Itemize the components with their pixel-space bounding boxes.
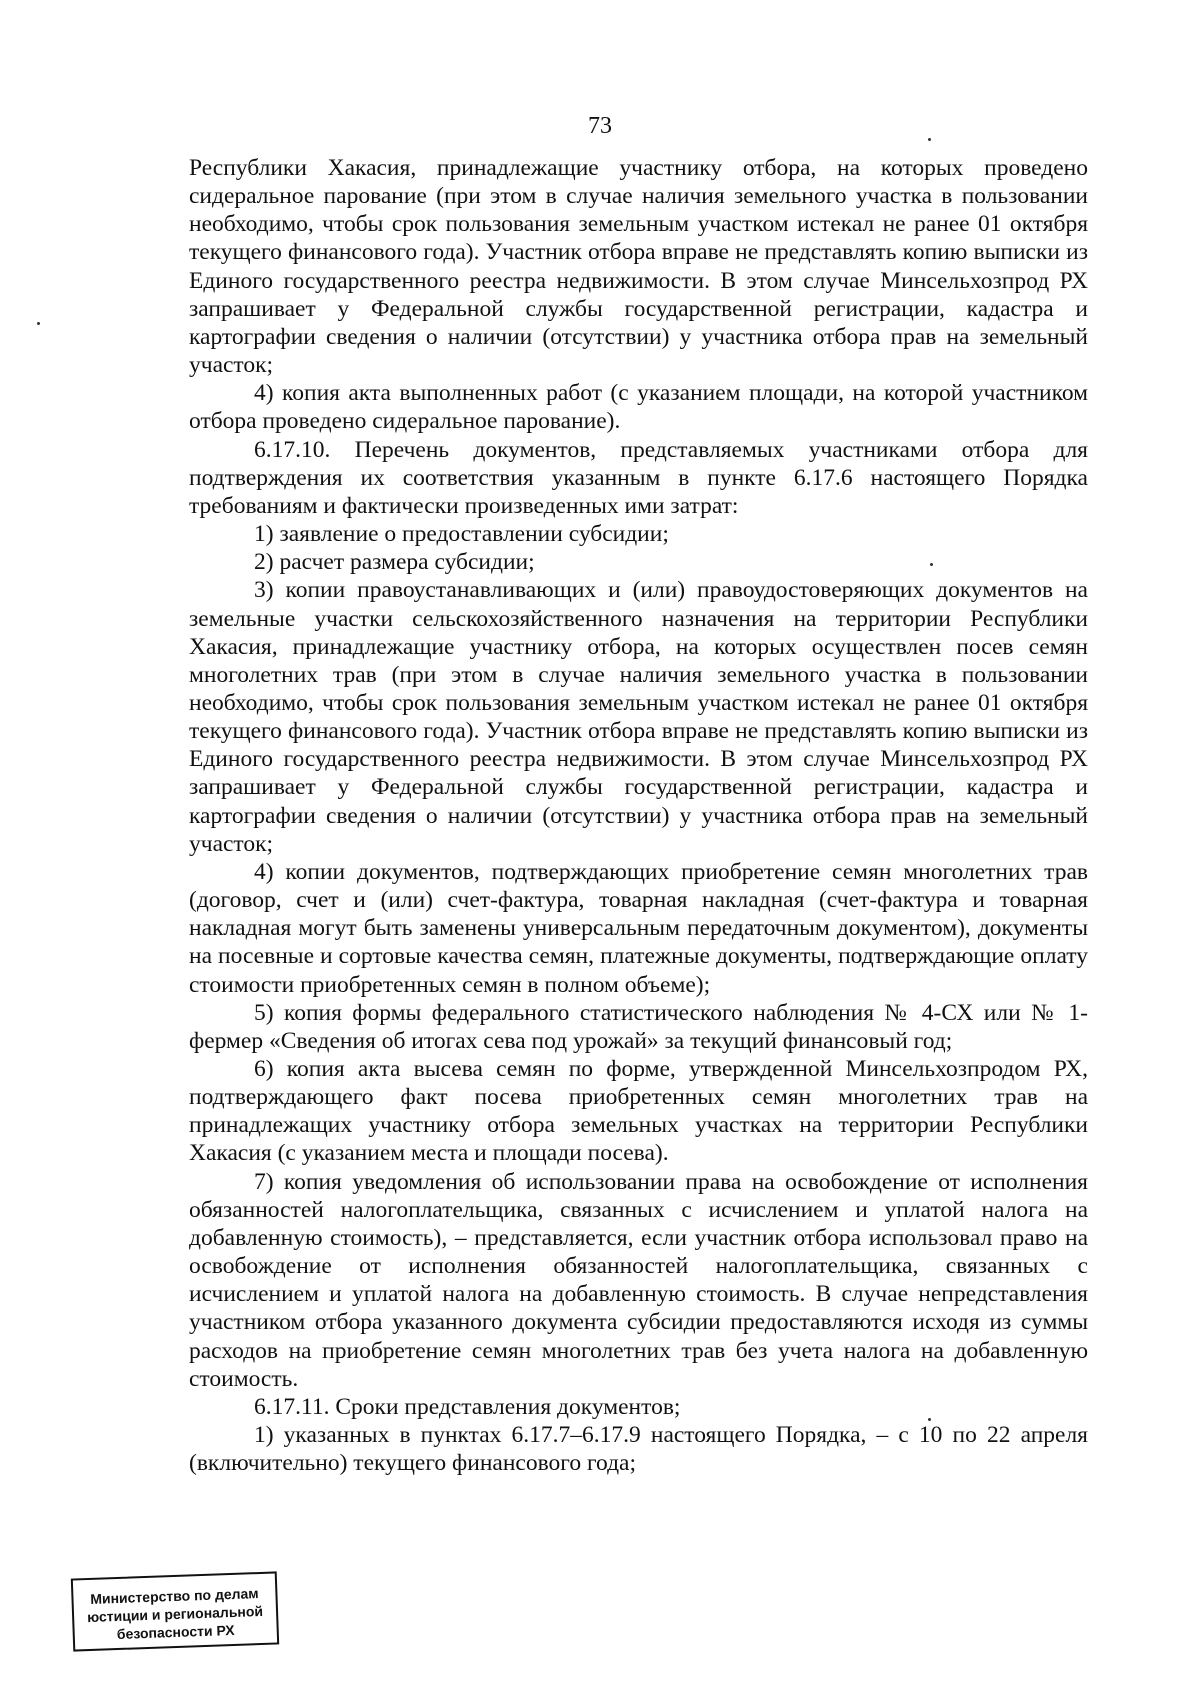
paragraph-item-4-act: 4) копия акта выполненных работ (с указанием площади, на которой участником отбора проведено сидеральное парование). <box>189 380 1088 435</box>
stamp-line-3: безопасности РХ <box>116 1621 235 1643</box>
paragraph-item-6: 6) копия акта высева семян по форме, утвержденной Минсельхозпродом РХ, подтверждающего факт посева приобретенных семян многолетних трав на принадлежащих участнику отбора земельных участках на территории Республики Хакасия (с указанием места и площади посева). <box>189 1056 1088 1167</box>
paragraph-section-6-17-11: 6.17.11. Сроки представления документов; <box>254 1393 681 1420</box>
paragraph-item-2: 2) расчет размера субсидии; <box>254 549 535 576</box>
page-number: 73 <box>588 113 612 139</box>
document-body <box>189 154 1088 1477</box>
stamp-line-2: юстиции и региональной <box>86 1602 264 1626</box>
scan-speck <box>37 322 40 325</box>
paragraph-continuation: Республики Хакасия, принадлежащие участнику отбора, на которых проведено сидеральное парование (при этом в случае наличия земельного участка в пользовании необходимо, чтобы срок пользования земельным участком истекал не ранее 01 октября текущего финансового года). Участник отбора вправе не представлять копию выписки из Единого государственного реестра недвижимости. В этом случае Минсельхозпрод РХ запрашивает у Федеральной службы государственной регистрации, кадастра и картографии сведения о наличии (отсутствии) у участника отбора прав на земельный участок; <box>189 155 1088 379</box>
paragraph-item-5: 5) копия формы федерального статистического наблюдения № 4-СХ или № 1-фермер «Сведения об итогах сева под урожай» за текущий финансовый год; <box>189 999 1088 1054</box>
paragraph-item-1: 1) заявление о предоставлении субсидии; <box>254 521 669 548</box>
scan-speck <box>930 563 933 566</box>
stamp-line-1: Министерство по делам <box>90 1585 259 1607</box>
ministry-stamp <box>71 1571 279 1651</box>
paragraph-section-6-17-10: 6.17.10. Перечень документов, представляемых участниками отбора для подтверждения их соответствия указанным в пункте 6.17.6 настоящего Порядка требованиям и фактически произведенных ими затрат: <box>189 436 1088 519</box>
paragraph-item-4-seeds: 4) копии документов, подтверждающих приобретение семян многолетних трав (договор, счет и (или) счет-фактура, товарная накладная (счет-фактура и товарная накладная могут быть заменены универсальным передаточным документом), документы на посевные и сортовые качества семян, платежные документы, подтверждающие оплату стоимости приобретенных семян в полном объеме); <box>189 858 1088 998</box>
paragraph-item-7: 7) копия уведомления об использовании права на освобождение от исполнения обязанностей налогоплательщика, связанных с исчислением и уплатой налога на добавленную стоимость), – представляется, если участник отбора использовал право на освобождение от исполнения обязанностей налогоплательщика, связанных с исчислением и уплатой налога на добавленную стоимость. В случае непредставления участником отбора указанного документа субсидии предоставляются исходя из суммы расходов на приобретение семян многолетних трав без учета налога на добавленную стоимость. <box>189 1168 1088 1392</box>
scan-speck <box>928 138 931 141</box>
paragraph-item-3: 3) копии правоустанавливающих и (или) правоудостоверяющих документов на земельные участки сельскохозяйственного назначения на территории Республики Хакасия, принадлежащие участнику отбора, на которых осуществлен посев семян многолетних трав (при этом в случае наличия земельного участка в пользовании необходимо, чтобы срок пользования земельным участком истекал не ранее 01 октября текущего финансового года). Участник отбора вправе не представлять копию выписки из Единого государственного реестра недвижимости. В этом случае Минсельхозпрод РХ запрашивает у Федеральной службы государственной регистрации, кадастра и картографии сведения о наличии (отсутствии) у участника отбора прав на земельный участок; <box>189 577 1088 857</box>
scan-speck <box>928 1418 931 1421</box>
paragraph-deadline-1: 1) указанных в пунктах 6.17.7–6.17.9 настоящего Порядка, – с 10 по 22 апреля (включительно) текущего финансового года; <box>189 1422 1088 1477</box>
